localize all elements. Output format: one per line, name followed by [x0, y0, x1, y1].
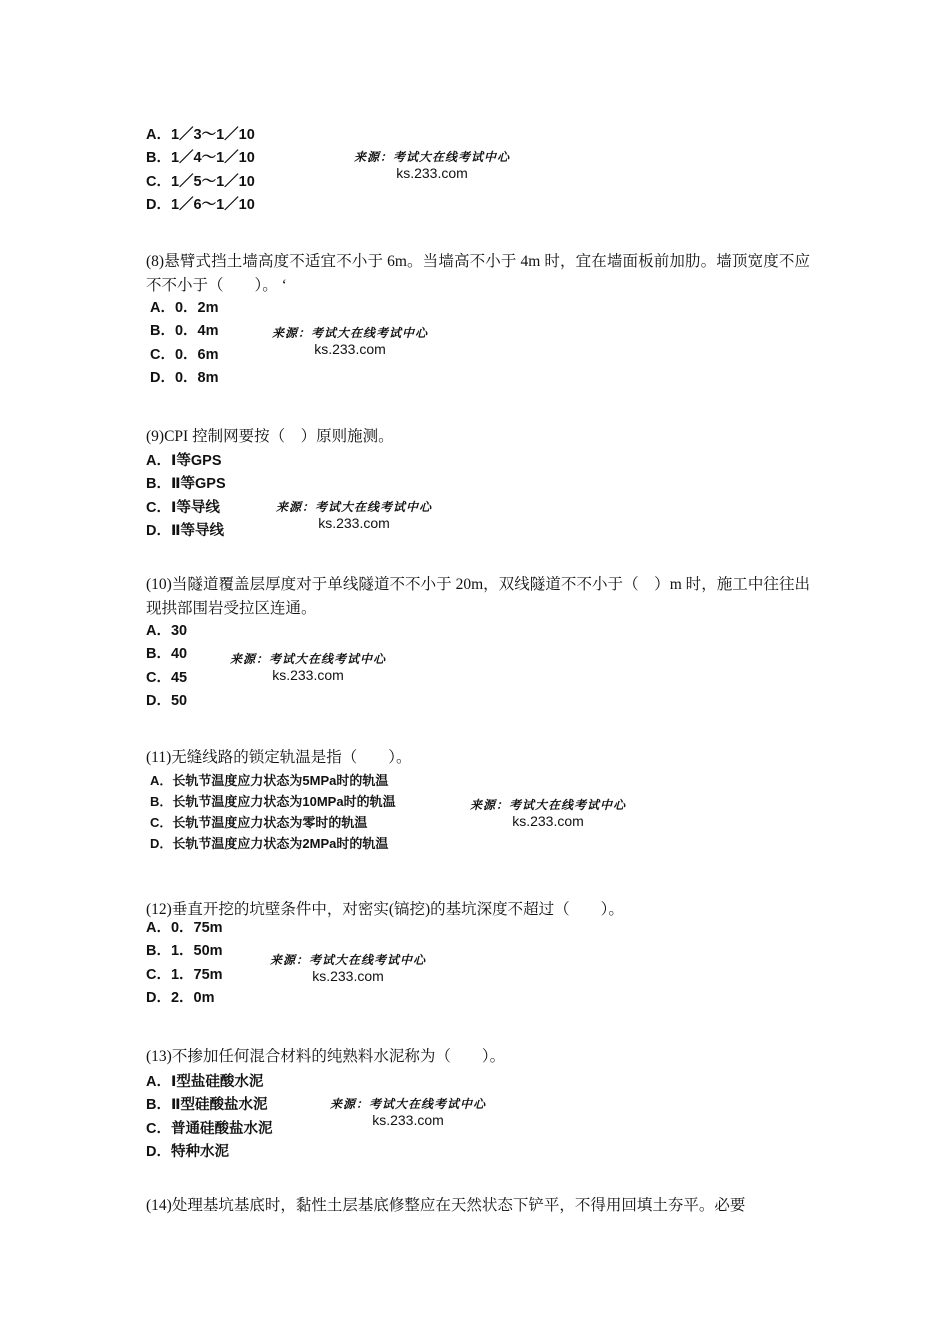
q10-stem: (10)当隧道覆盖层厚度对于单线隧道不不小于 20m，双线隧道不不小于（ ）m 时，施工中往往出现拱部围岩受拉区连通。 — [146, 576, 810, 617]
q8-stem: (8)悬臂式挡土墙高度不适宜不小于 6m。当墙高不小于 4m 时，宜在墙面板前加肋。墙顶宽度不应不不小于（ ）。 ‘ — [146, 253, 810, 294]
option-d: D．Ⅱ等导线 — [146, 522, 225, 539]
option-d: D．长轨节温度应力状态为2MPa时的轨温 — [150, 836, 389, 851]
option-a: A．0．2m — [150, 300, 219, 316]
q12-stem: (12)垂直开挖的坑壁条件中，对密实(镐挖)的基坑深度不超过（ ）。 — [146, 901, 624, 918]
option-a: A．30 — [146, 623, 188, 639]
q12-options — [146, 917, 223, 1010]
watermark — [240, 326, 460, 357]
q14-stem: (14)处理基坑基底时，黏性土层基底修整应在天然状态下铲平，不得用回填土夯平。必要 — [146, 1197, 746, 1214]
watermark — [298, 1097, 518, 1128]
option-d: D．50 — [146, 692, 188, 709]
watermark-source: 来源：考试大在线考试中心 — [229, 652, 386, 666]
watermark — [322, 150, 542, 181]
q9-stem: (9)CPI 控制网要按（ ）原则施测。 — [146, 428, 394, 445]
option-a: A．Ⅰ等GPS — [146, 453, 222, 469]
watermark-source: 来源：考试大在线考试中心 — [329, 1097, 486, 1111]
option-b: B．Ⅱ等GPS — [146, 476, 226, 493]
watermark-url: ks.233.com — [314, 341, 386, 357]
option-c: C．长轨节温度应力状态为零时的轨温 — [150, 815, 368, 830]
watermark — [198, 652, 418, 683]
watermark-url: ks.233.com — [312, 968, 384, 984]
option-b: B．1／4～1／10 — [146, 150, 255, 167]
watermark-source: 来源：考试大在线考试中心 — [353, 150, 510, 164]
watermark-source: 来源：考试大在线考试中心 — [271, 326, 428, 340]
q7-options — [146, 124, 255, 217]
option-d: D．1／6～1／10 — [146, 196, 255, 213]
option-a: A．Ⅰ型盐硅酸水泥 — [146, 1074, 264, 1090]
option-c: C．Ⅰ等导线 — [146, 499, 220, 516]
option-c: C．0．6m — [150, 346, 219, 363]
watermark-url: ks.233.com — [396, 165, 468, 181]
watermark-url: ks.233.com — [272, 667, 344, 683]
option-b: B．0．4m — [150, 323, 219, 340]
watermark — [238, 953, 458, 984]
option-a: A．1／3～1／10 — [146, 127, 255, 143]
watermark — [244, 500, 464, 531]
option-d: D．2．0m — [146, 989, 215, 1006]
q13-options — [146, 1071, 272, 1164]
watermark — [438, 798, 658, 829]
watermark-url: ks.233.com — [512, 813, 584, 829]
q9-options — [146, 450, 226, 543]
option-c: C．普通硅酸盐水泥 — [146, 1120, 273, 1137]
option-b: B．长轨节温度应力状态为10MPa时的轨温 — [150, 794, 396, 809]
option-d: D．特种水泥 — [146, 1143, 229, 1160]
option-c: C．1．75m — [146, 966, 223, 983]
q11-options — [150, 770, 396, 854]
q10-options — [146, 620, 187, 713]
option-b: B．Ⅱ型硅酸盐水泥 — [146, 1097, 268, 1114]
option-a: A．0．75m — [146, 920, 223, 936]
q13-stem: (13)不掺加任何混合材料的纯熟料水泥称为（ ）。 — [146, 1048, 506, 1065]
option-c: C．1／5～1／10 — [146, 173, 255, 190]
watermark-source: 来源：考试大在线考试中心 — [275, 500, 432, 514]
option-b: B．1．50m — [146, 943, 223, 960]
watermark-url: ks.233.com — [372, 1112, 444, 1128]
watermark-url: ks.233.com — [318, 515, 390, 531]
watermark-source: 来源：考试大在线考试中心 — [469, 798, 626, 812]
watermark-source: 来源：考试大在线考试中心 — [269, 953, 426, 967]
option-b: B．40 — [146, 646, 188, 663]
option-a: A．长轨节温度应力状态为5MPa时的轨温 — [150, 773, 389, 788]
option-c: C．45 — [146, 669, 188, 686]
q11-stem: (11)无缝线路的锁定轨温是指（ ）。 — [146, 749, 412, 766]
q8-options — [150, 297, 219, 390]
option-d: D．0．8m — [150, 369, 219, 386]
